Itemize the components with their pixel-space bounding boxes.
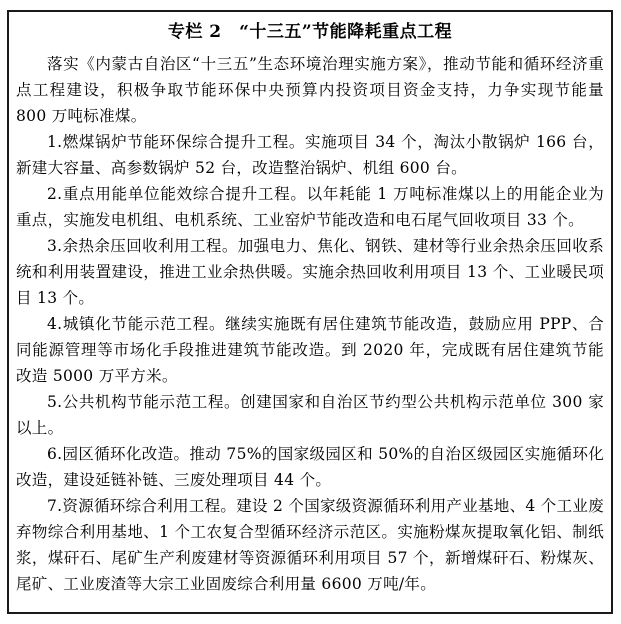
- paragraph-project-7: 7.资源循环综合利用工程。建设 2 个国家级资源循环利用产业基地、4 个工业废弃物综合利用基地、1 个工农复合型循环经济示范区。实施粉煤灰提取氧化铝、制纸浆，煤矸石、尾矿生产利废建材等资源循环利用项目 57 个，新增煤矸石、粉煤灰、尾矿、工业废渣等大宗工业固废综合利用量 6600 万吨/年。: [16, 497, 604, 593]
- paragraph-project-4: 4.城镇化节能示范工程。继续实施既有居住建筑节能改造，鼓励应用 PPP、合同能源管理等市场化手段推进建筑节能改造。到 2020 年，完成既有居住建筑节能改造 5000 万平方米。: [16, 315, 604, 385]
- box-body: [16, 51, 604, 597]
- paragraph-project-2: 2.重点用能单位能效综合提升工程。以年耗能 1 万吨标准煤以上的用能企业为重点，实施发电机组、电机系统、工业窑炉节能改造和电石尾气回收项目 33 个。: [16, 185, 604, 229]
- column-box: [7, 10, 613, 614]
- box-title: 专栏 2 “十三五”节能降耗重点工程: [167, 22, 453, 42]
- paragraph-project-1: 1.燃煤锅炉节能环保综合提升工程。实施项目 34 个，淘汰小散锅炉 166 台，新建大容量、高参数锅炉 52 台，改造整治锅炉、机组 600 台。: [16, 133, 604, 177]
- document-page: [0, 10, 621, 624]
- paragraph-project-6: 6.园区循环化改造。推动 75%的国家级园区和 50%的自治区级园区实施循环化改造，建设延链补链、三废处理项目 44 个。: [16, 445, 604, 489]
- paragraph-project-3: 3.余热余压回收利用工程。加强电力、焦化、钢铁、建材等行业余热余压回收系统和利用装置建设，推进工业余热供暖。实施余热回收利用项目 13 个、工业暖民项目 13 个。: [16, 237, 604, 307]
- paragraph-intro: 落实《内蒙古自治区“十三五”生态环境治理实施方案》，推动节能和循环经济重点工程建设，积极争取节能环保中央预算内投资项目资金支持，力争实现节能量 800 万吨标准煤。: [16, 55, 604, 125]
- paragraph-project-5: 5.公共机构节能示范工程。创建国家和自治区节约型公共机构示范单位 300 家以上。: [16, 393, 604, 437]
